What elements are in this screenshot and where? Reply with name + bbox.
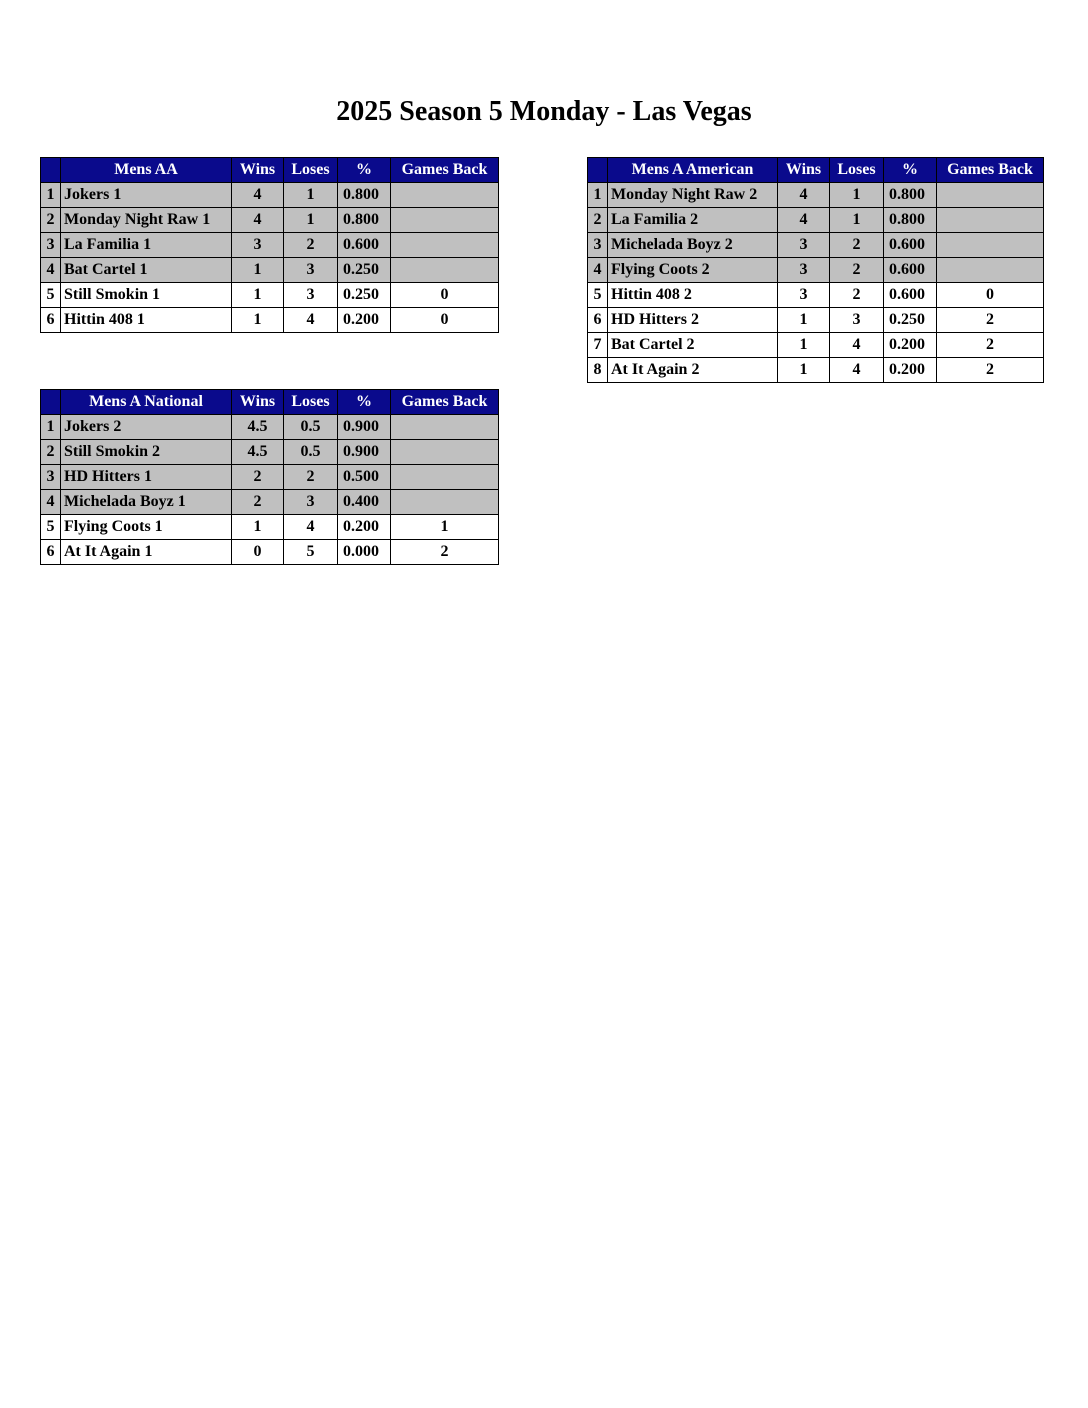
loses-cell: 4 [830,358,884,383]
wins-cell: 4 [232,183,284,208]
rank-cell: 6 [41,540,61,565]
loses-cell: 2 [830,233,884,258]
pct-header: % [338,390,391,415]
pct-cell: 0.200 [884,358,937,383]
team-cell: Michelada Boyz 2 [608,233,778,258]
wins-cell: 3 [232,233,284,258]
wins-cell: 1 [232,515,284,540]
pct-cell: 0.900 [338,440,391,465]
loses-cell: 1 [830,208,884,233]
games-back-cell [391,233,499,258]
team-cell: La Familia 1 [61,233,232,258]
pct-header: % [338,158,391,183]
wins-cell: 4 [232,208,284,233]
rank-cell: 7 [588,333,608,358]
team-cell: Bat Cartel 2 [608,333,778,358]
team-cell: Still Smokin 2 [61,440,232,465]
table-row [41,515,499,540]
wins-cell: 3 [778,233,830,258]
rank-header [588,158,608,183]
rank-cell: 6 [588,308,608,333]
pct-cell: 0.600 [338,233,391,258]
games-back-cell [391,415,499,440]
rank-cell: 3 [41,465,61,490]
page-title: 2025 Season 5 Monday - Las Vegas [336,96,752,127]
wins-cell: 2 [232,490,284,515]
games-back-cell: 2 [937,308,1044,333]
games-back-cell [391,183,499,208]
team-cell: Bat Cartel 1 [61,258,232,283]
rank-cell: 2 [41,208,61,233]
rank-cell: 4 [41,490,61,515]
games-back-cell [391,208,499,233]
wins-cell: 4.5 [232,440,284,465]
table-row [41,283,499,308]
table-row [588,333,1044,358]
games-back-cell: 0 [391,308,499,333]
table-row [588,283,1044,308]
rank-cell: 2 [41,440,61,465]
rank-cell: 8 [588,358,608,383]
rank-cell: 5 [41,283,61,308]
games-back-cell [391,490,499,515]
pct-cell: 0.000 [338,540,391,565]
loses-cell: 3 [284,283,338,308]
pct-cell: 0.400 [338,490,391,515]
loses-cell: 3 [284,258,338,283]
wins-cell: 1 [778,333,830,358]
loses-cell: 1 [284,208,338,233]
table-header-row [588,158,1044,183]
table-row [41,258,499,283]
pct-cell: 0.200 [338,515,391,540]
rank-header [41,158,61,183]
rank-cell: 2 [588,208,608,233]
wins-cell: 0 [232,540,284,565]
team-cell: Flying Coots 1 [61,515,232,540]
games-back-cell [391,440,499,465]
loses-cell: 1 [830,183,884,208]
loses-header: Loses [284,158,338,183]
rank-cell: 4 [588,258,608,283]
pct-cell: 0.250 [884,308,937,333]
rank-header [41,390,61,415]
loses-cell: 4 [284,308,338,333]
games-back-cell: 0 [937,283,1044,308]
games-back-cell: 2 [391,540,499,565]
team-cell: Michelada Boyz 1 [61,490,232,515]
wins-header: Wins [778,158,830,183]
team-cell: At It Again 1 [61,540,232,565]
mens-a-national-standings-table [40,389,499,565]
games-back-cell [937,208,1044,233]
team-cell: At It Again 2 [608,358,778,383]
rank-cell: 6 [41,308,61,333]
table-row [41,490,499,515]
wins-cell: 3 [778,283,830,308]
table-row [588,233,1044,258]
wins-cell: 4 [778,183,830,208]
pct-cell: 0.200 [884,333,937,358]
pct-cell: 0.600 [884,258,937,283]
pct-cell: 0.500 [338,465,391,490]
table-row [41,233,499,258]
team-cell: Jokers 1 [61,183,232,208]
loses-cell: 2 [830,258,884,283]
team-cell: HD Hitters 2 [608,308,778,333]
team-cell: Hittin 408 2 [608,283,778,308]
games-back-cell: 2 [937,333,1044,358]
loses-cell: 2 [830,283,884,308]
pct-header: % [884,158,937,183]
team-cell: Monday Night Raw 2 [608,183,778,208]
table-row [588,358,1044,383]
loses-cell: 2 [284,233,338,258]
division-header: Mens A National [61,390,232,415]
games-back-header: Games Back [937,158,1044,183]
table-row [41,465,499,490]
rank-cell: 5 [588,283,608,308]
loses-cell: 3 [284,490,338,515]
table-header-row [41,390,499,415]
games-back-cell: 0 [391,283,499,308]
games-back-header: Games Back [391,158,499,183]
games-back-header: Games Back [391,390,499,415]
games-back-cell [937,233,1044,258]
loses-cell: 5 [284,540,338,565]
loses-cell: 3 [830,308,884,333]
loses-cell: 4 [284,515,338,540]
wins-cell: 4.5 [232,415,284,440]
pct-cell: 0.250 [338,258,391,283]
division-header: Mens A American [608,158,778,183]
wins-cell: 1 [778,308,830,333]
rank-cell: 1 [41,183,61,208]
pct-cell: 0.900 [338,415,391,440]
wins-cell: 3 [778,258,830,283]
wins-cell: 1 [232,258,284,283]
loses-cell: 4 [830,333,884,358]
team-cell: Jokers 2 [61,415,232,440]
games-back-cell [937,183,1044,208]
rank-cell: 1 [588,183,608,208]
games-back-cell [391,258,499,283]
games-back-cell: 2 [937,358,1044,383]
table-row [41,183,499,208]
table-header-row [41,158,499,183]
pct-cell: 0.800 [884,183,937,208]
table-row [41,540,499,565]
team-cell: Still Smokin 1 [61,283,232,308]
loses-cell: 0.5 [284,440,338,465]
wins-header: Wins [232,158,284,183]
wins-header: Wins [232,390,284,415]
table-row [41,440,499,465]
table-row [588,258,1044,283]
table-row [41,415,499,440]
loses-cell: 1 [284,183,338,208]
rank-cell: 4 [41,258,61,283]
games-back-cell: 1 [391,515,499,540]
rank-cell: 3 [588,233,608,258]
pct-cell: 0.200 [338,308,391,333]
loses-cell: 2 [284,465,338,490]
rank-cell: 1 [41,415,61,440]
team-cell: Flying Coots 2 [608,258,778,283]
games-back-cell [391,465,499,490]
rank-cell: 5 [41,515,61,540]
mens-a-american-standings-table [587,157,1044,383]
team-cell: La Familia 2 [608,208,778,233]
pct-cell: 0.800 [884,208,937,233]
table-row [588,208,1044,233]
team-cell: Hittin 408 1 [61,308,232,333]
loses-header: Loses [284,390,338,415]
pct-cell: 0.600 [884,283,937,308]
mens-aa-standings-table [40,157,499,333]
wins-cell: 4 [778,208,830,233]
table-row [588,308,1044,333]
wins-cell: 1 [232,283,284,308]
pct-cell: 0.800 [338,183,391,208]
loses-cell: 0.5 [284,415,338,440]
wins-cell: 1 [778,358,830,383]
table-row [41,208,499,233]
team-cell: Monday Night Raw 1 [61,208,232,233]
pct-cell: 0.800 [338,208,391,233]
loses-header: Loses [830,158,884,183]
games-back-cell [937,258,1044,283]
pct-cell: 0.250 [338,283,391,308]
rank-cell: 3 [41,233,61,258]
wins-cell: 2 [232,465,284,490]
pct-cell: 0.600 [884,233,937,258]
table-row [41,308,499,333]
team-cell: HD Hitters 1 [61,465,232,490]
division-header: Mens AA [61,158,232,183]
wins-cell: 1 [232,308,284,333]
table-row [588,183,1044,208]
